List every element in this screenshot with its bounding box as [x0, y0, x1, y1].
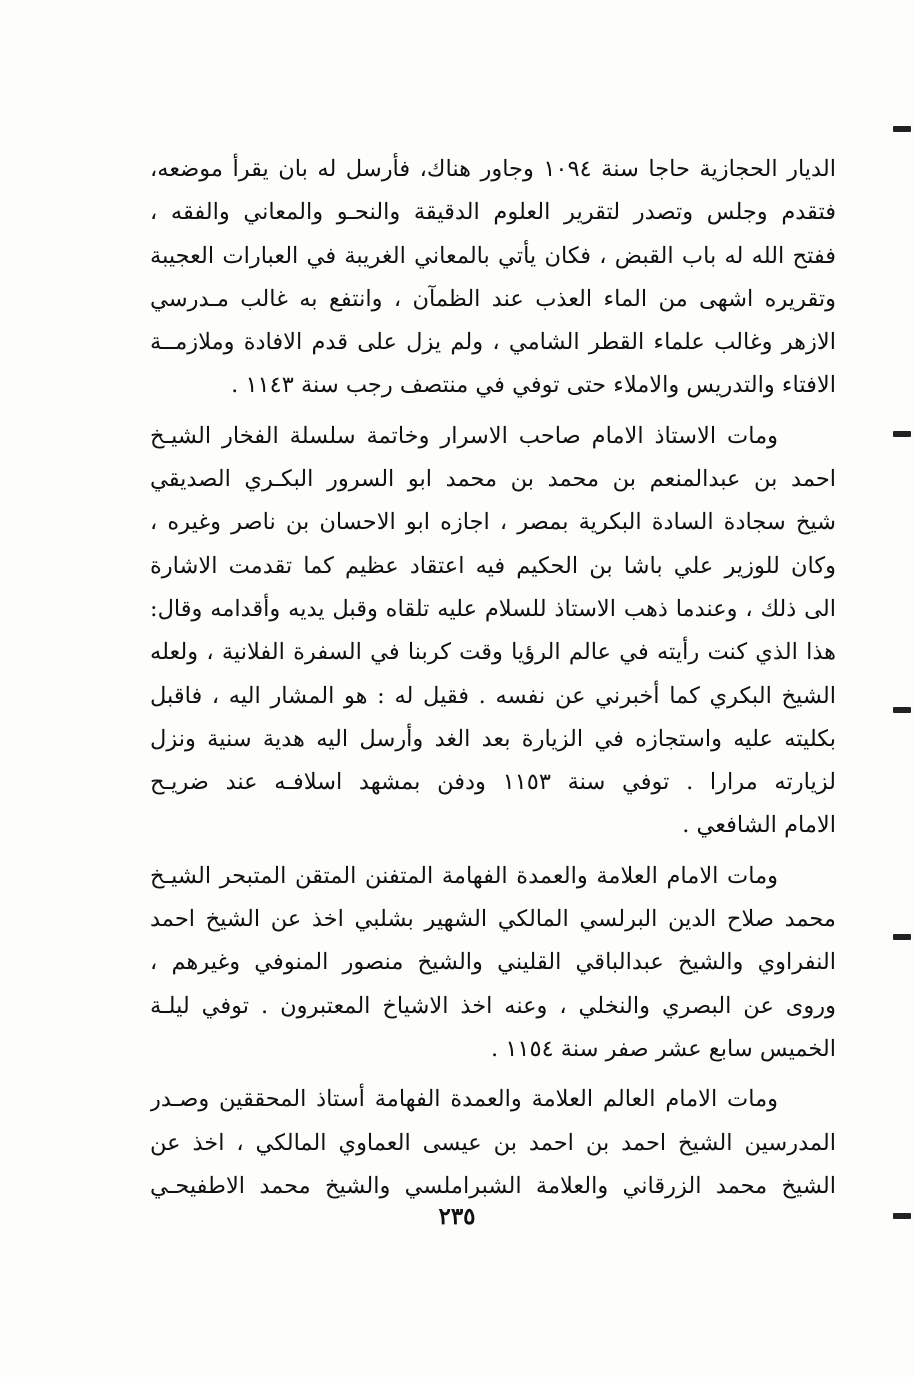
margin-mark [893, 126, 911, 132]
page-number: ٢٣٥ [438, 1203, 476, 1230]
text-line: محمد صلاح الدين البرلسي المالكي الشهير بشلبي اخذ عن الشيخ احمد [150, 906, 836, 933]
text-line: ومات الاستاذ الامام صاحب الاسرار وخاتمة سلسلة الفخار الشيـخ [150, 422, 778, 449]
text-line: وروى عن البصري والنخلي ، وعنه اخذ الاشياخ المعتبرون . توفي ليلـة [150, 992, 836, 1019]
text-line: الامام الشافعي . [682, 812, 836, 839]
text-line: المدرسين الشيخ احمد بن احمد بن عيسى العماوي المالكي ، اخذ عن [150, 1129, 836, 1156]
text-line: احمد بن عبدالمنعم بن محمد بن محمد ابو السرور البكـري الصديقي [150, 466, 836, 493]
text-line: الشيخ البكري كما أخبرني عن نفسه . فقيل له : هو المشار اليه ، فاقبل [150, 682, 836, 709]
text-line: الى ذلك ، وعندما ذهب الاستاذ للسلام عليه تلقاه وقبل يديه وأقدامه وقال: [150, 595, 836, 622]
paragraph [150, 855, 836, 1071]
text-line: النفراوي والشيخ عبدالباقي القليني والشيخ منصور المنوفي وغيرهم ، [150, 949, 836, 976]
text-line: هذا الذي كنت رأيته في عالم الرؤيا وقت كربنا في السفرة الفلانية ، ولعله [150, 639, 836, 666]
text-line: الشيخ محمد الزرقاني والعلامة الشبراملسي والشيخ محمد الاطفيحـي [150, 1172, 836, 1199]
text-line: ففتح الله له باب القبض ، فكان يأتي بالمعاني الغريبة في العبارات العجيبة [150, 242, 836, 269]
text-line: الافتاء والتدريس والاملاء حتى توفي في منتصف رجب سنة ١١٤٣ . [231, 372, 836, 399]
text-line: ومات الامام العلامة والعمدة الفهامة المتفنن المتقن المتبحر الشيـخ [150, 862, 778, 889]
text-line: وتقريره اشهى من الماء العذب عند الظمآن ، وانتفع به غالب مـدرسي [150, 285, 836, 312]
text-line: بكليته عليه واستجازه في الزيارة بعد الغد وأرسل اليه هدية سنية ونزل [150, 725, 836, 752]
paragraph [150, 148, 836, 408]
margin-mark [893, 431, 911, 437]
body-text [150, 148, 836, 1208]
margin-mark [893, 707, 911, 713]
paragraph [150, 1078, 836, 1208]
text-line: الديار الحجازية حاجا سنة ١٠٩٤ وجاور هناك، فأرسل له بان يقرأ موضعه، [150, 156, 836, 182]
text-line: ومات الامام العالم العلامة والعمدة الفهامة أستاذ المحققين وصـدر [150, 1086, 778, 1113]
text-line: شيخ سجادة السادة البكرية بمصر ، اجازه ابو الاحسان بن ناصر وغيره ، [150, 509, 836, 536]
text-line: وكان للوزير علي باشا بن الحكيم فيه اعتقاد عظيم كما تقدمت الاشارة [150, 552, 836, 579]
margin-mark [893, 934, 911, 940]
paragraph [150, 415, 836, 848]
text-line: لزيارته مرارا . توفي سنة ١١٥٣ ودفن بمشهد اسلافـه عند ضريـح [150, 769, 836, 796]
text-line: الازهر وغالب علماء القطر الشامي ، ولم يزل على قدم الافادة وملازمــة [150, 329, 836, 356]
text-line: فتقدم وجلس وتصدر لتقرير العلوم الدقيقة والنحـو والمعاني والفقه ، [150, 199, 836, 226]
text-line: الخميس سابع عشر صفر سنة ١١٥٤ . [491, 1035, 836, 1062]
